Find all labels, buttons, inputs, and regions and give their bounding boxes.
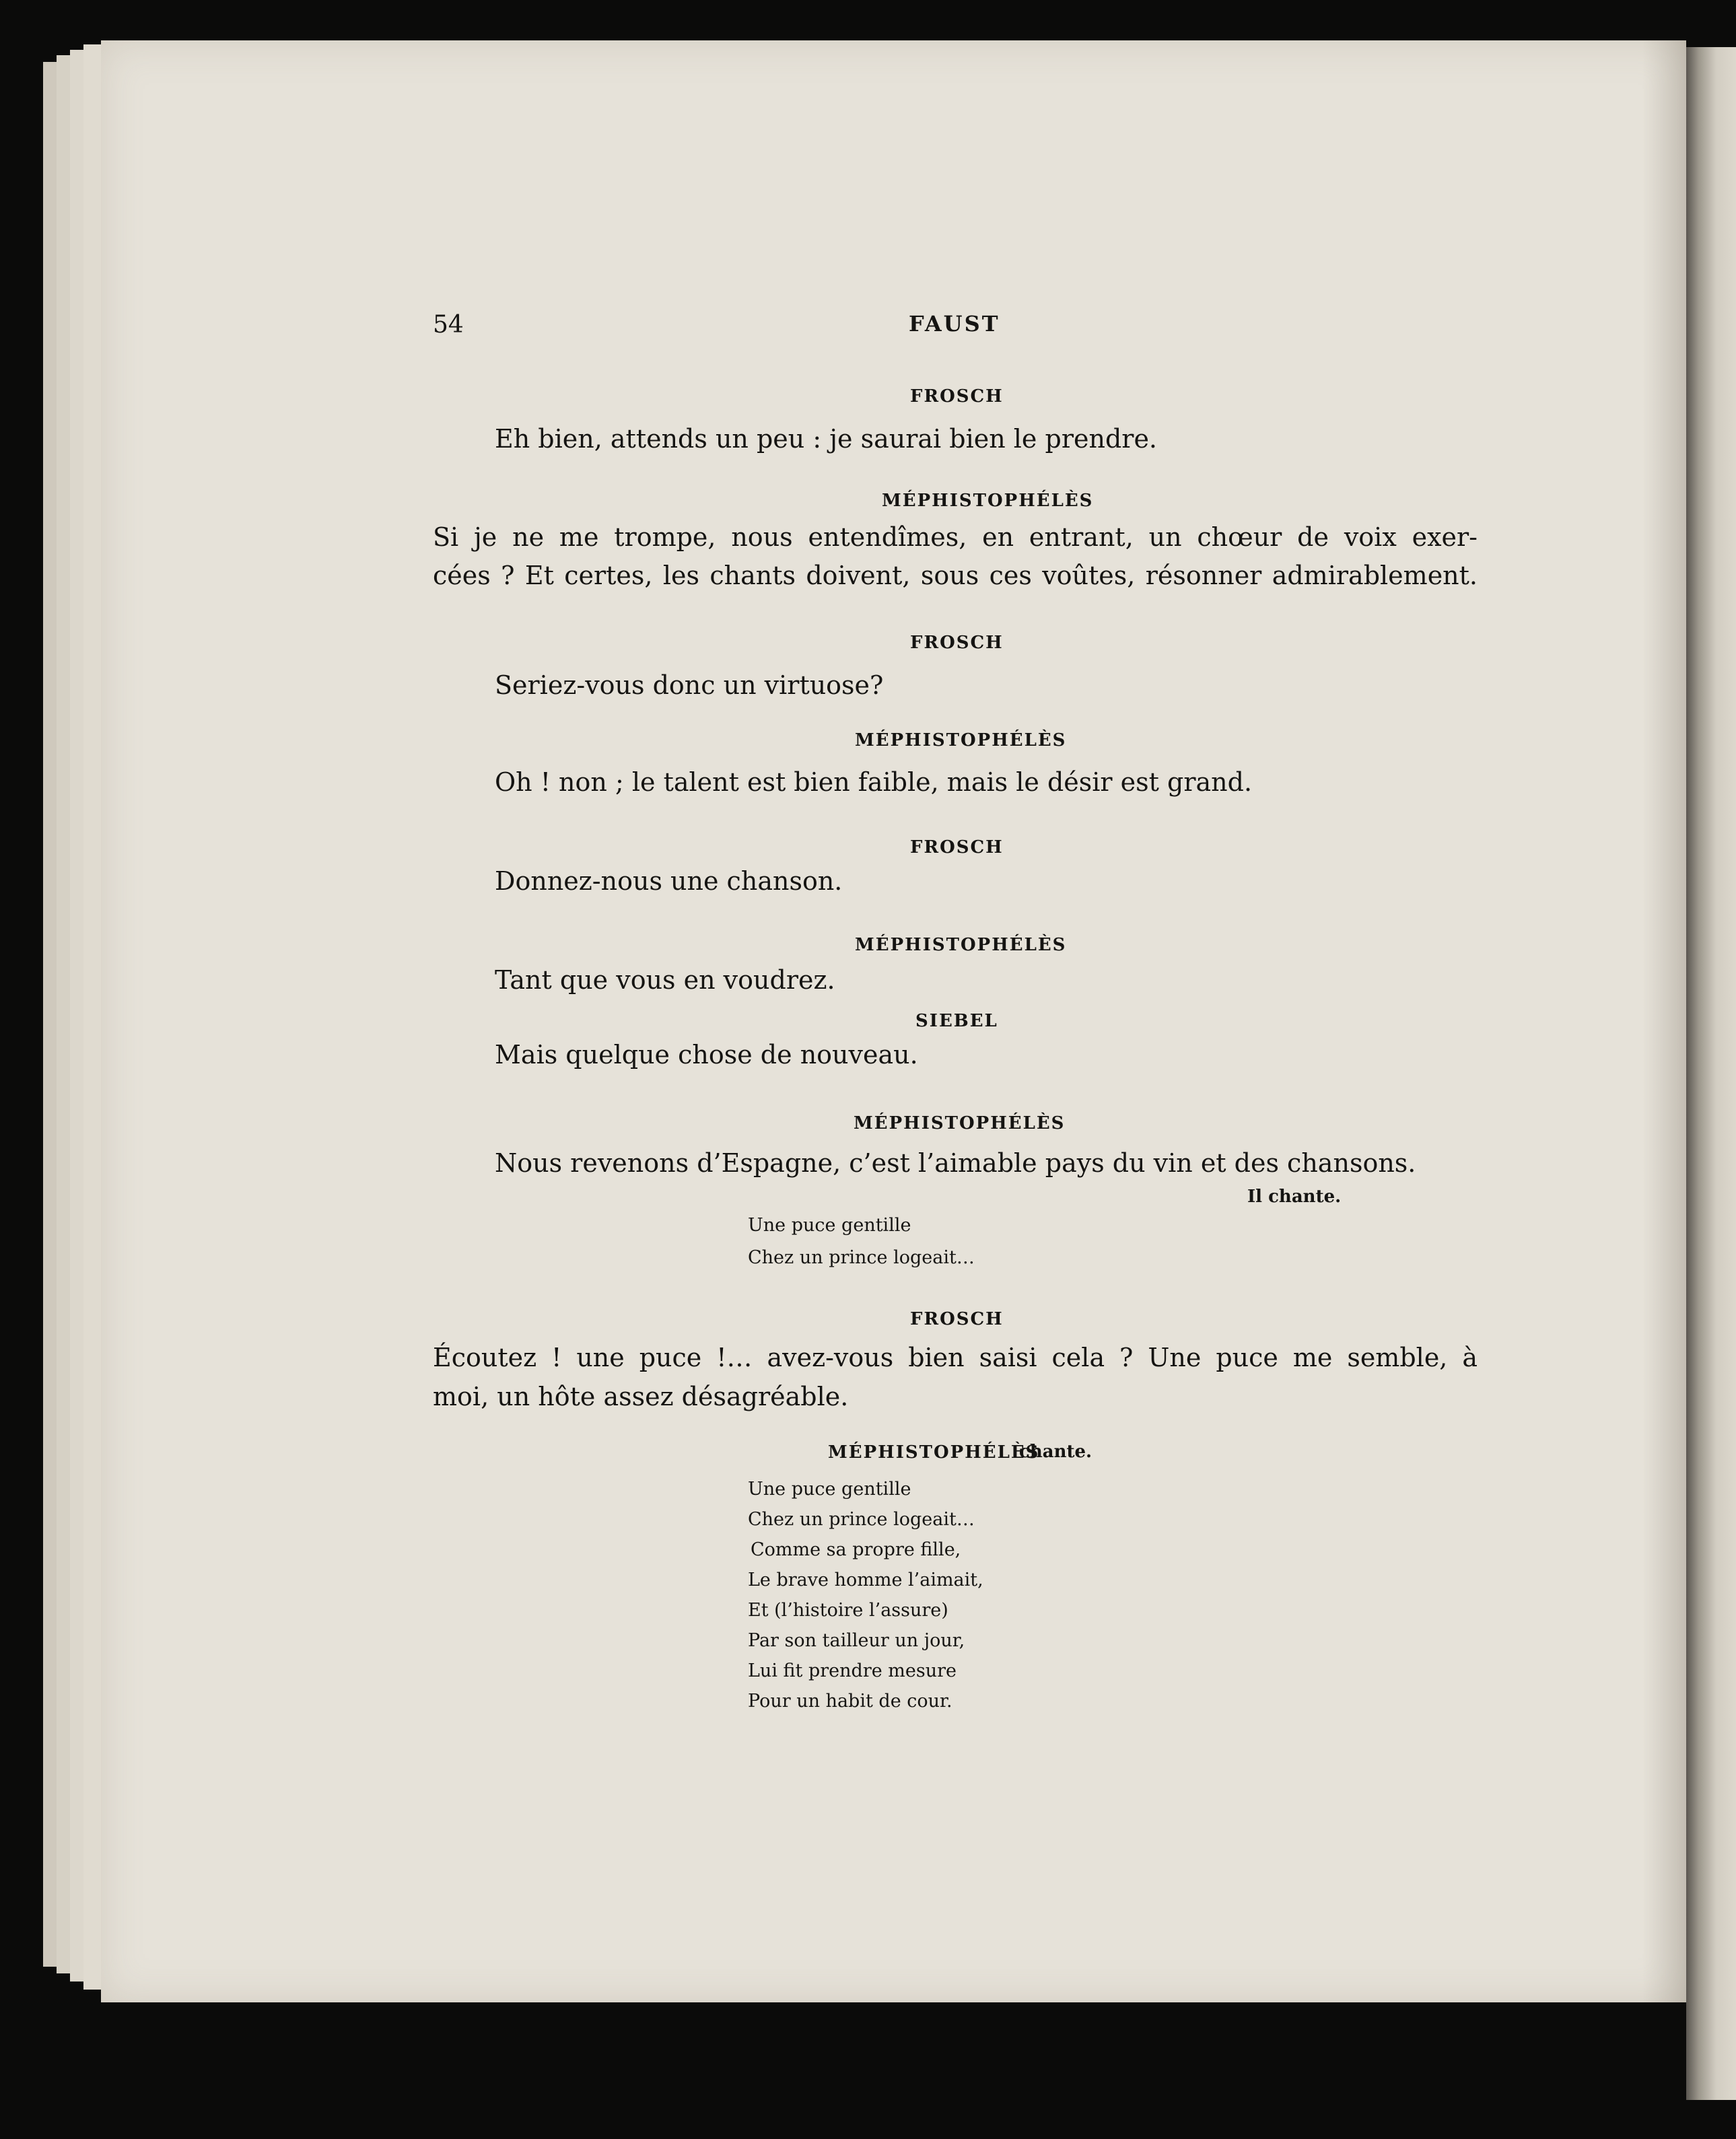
dialogue-line: Mais quelque chose de nouveau. bbox=[495, 1040, 918, 1070]
dialogue-line: Écoutez ! une puce !… avez-vous bien saisi cela ? Une puce me semble, à bbox=[433, 1343, 1478, 1372]
dialogue-line: moi, un hôte assez désagréable. bbox=[433, 1382, 849, 1411]
speaker-name: FROSCH bbox=[910, 837, 1004, 857]
verse-line: Le brave homme l’aimait, bbox=[748, 1570, 983, 1590]
dialogue-line: Seriez-vous donc un virtuose? bbox=[495, 670, 884, 700]
dialogue-line: Eh bien, attends un peu : je saurai bien le prendre. bbox=[495, 424, 1158, 454]
verse-line: Comme sa propre fille, bbox=[751, 1539, 961, 1560]
speaker-name: MÉPHISTOPHÉLÈS bbox=[828, 1442, 1040, 1463]
verse-line: Par son tailleur un jour, bbox=[748, 1630, 965, 1651]
dialogue-line: Nous revenons d’Espagne, c’est l’aimable pays du vin et des chansons. bbox=[495, 1148, 1416, 1178]
verse-line: Une puce gentille bbox=[748, 1479, 911, 1500]
gutter-shadow bbox=[1642, 40, 1686, 2002]
dialogue-line: Si je ne me trompe, nous entendîmes, en entrant, un chœur de voix exer- bbox=[433, 522, 1478, 552]
page-number: 54 bbox=[433, 311, 464, 339]
dialogue-line: Tant que vous en voudrez. bbox=[495, 965, 835, 995]
running-title: FAUST bbox=[909, 311, 1000, 337]
verse-line: Et (l’histoire l’assure) bbox=[748, 1600, 948, 1621]
speaker-name: MÉPHISTOPHÉLÈS bbox=[854, 1113, 1066, 1133]
speaker-name: FROSCH bbox=[910, 1309, 1004, 1329]
speaker-name: MÉPHISTOPHÉLÈS bbox=[855, 935, 1067, 955]
facing-page-edge bbox=[1686, 47, 1736, 2100]
speaker-name: FROSCH bbox=[910, 633, 1004, 653]
stage-direction: Il chante. bbox=[1247, 1187, 1342, 1207]
speaker-name: MÉPHISTOPHÉLÈS bbox=[882, 491, 1094, 511]
verse-line: Pour un habit de cour. bbox=[748, 1691, 952, 1712]
dialogue-line: cées ? Et certes, les chants doivent, sous ces voûtes, résonner admirablement. bbox=[433, 561, 1478, 590]
verse-line: Chez un prince logeait… bbox=[748, 1509, 975, 1530]
stage-direction: chante. bbox=[1019, 1442, 1092, 1462]
speaker-name: SIEBEL bbox=[915, 1011, 998, 1031]
speaker-name: FROSCH bbox=[910, 386, 1004, 407]
verse-line: Une puce gentille bbox=[748, 1215, 911, 1236]
dialogue-line: Donnez-nous une chanson. bbox=[495, 866, 843, 896]
speaker-name: MÉPHISTOPHÉLÈS bbox=[855, 730, 1067, 750]
verse-line: Lui fit prendre mesure bbox=[748, 1660, 957, 1681]
verse-line: Chez un prince logeait… bbox=[748, 1247, 975, 1268]
dialogue-line: Oh ! non ; le talent est bien faible, mais le désir est grand. bbox=[495, 767, 1253, 797]
